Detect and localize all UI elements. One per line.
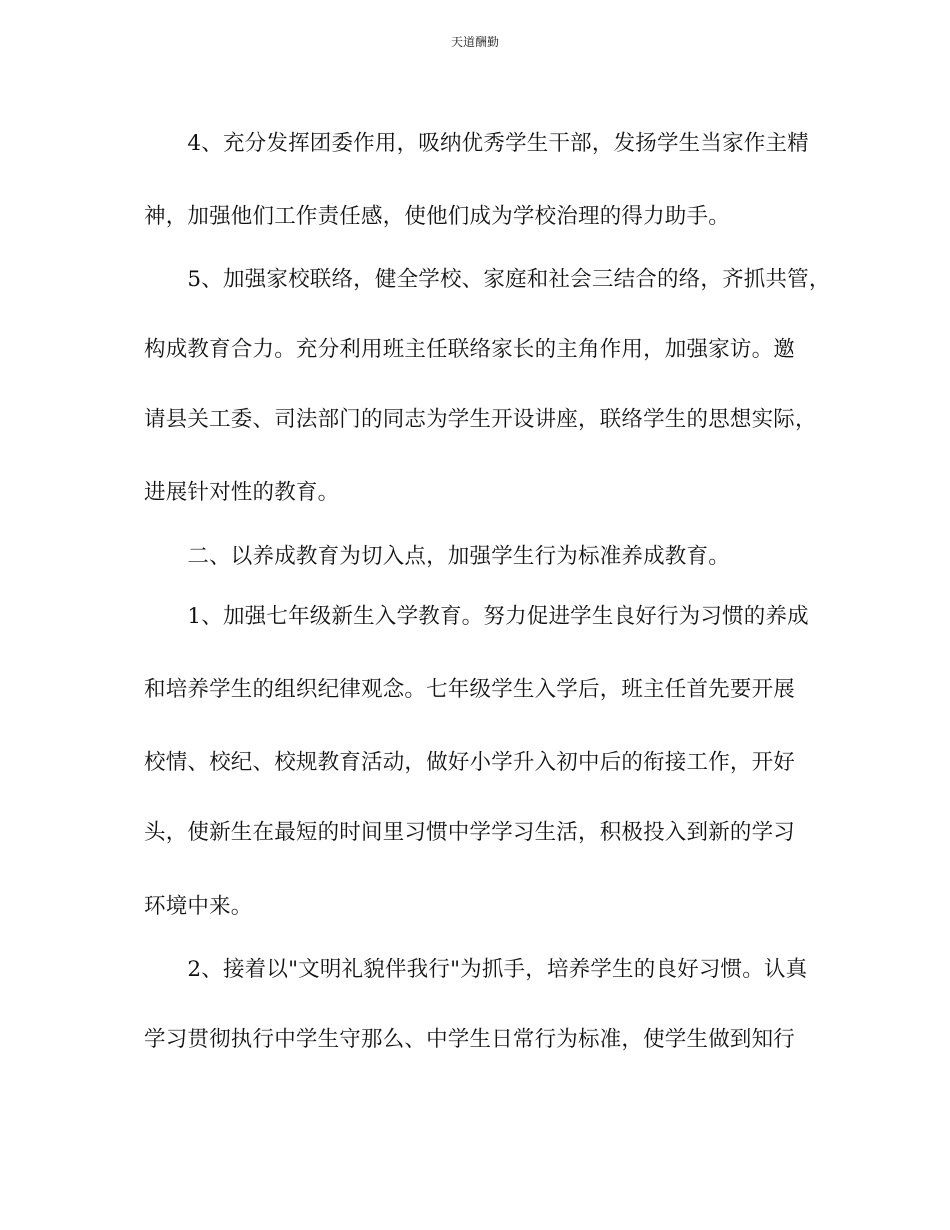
text-line: 学习贯彻执行中学生守那么、中学生日常行为标准，使学生做到知行 xyxy=(144,1027,796,1052)
text-line: 环境中来。 xyxy=(144,894,253,919)
text-line: 进展针对性的教育。 xyxy=(144,480,340,505)
text-line: 4、充分发挥团委作用，吸纳优秀学生干部，发扬学生当家作主精 xyxy=(144,131,809,156)
text-line: 和培养学生的组织纪律观念。七年级学生入学后，班主任首先要开展 xyxy=(144,677,796,702)
text-line: 神，加强他们工作责任感，使他们成为学校治理的得力助手。 xyxy=(144,204,730,229)
page-header: 天道酬勤 xyxy=(450,35,499,49)
text-line: 二、以养成教育为切入点，加强学生行为标准养成教育。 xyxy=(144,544,730,569)
text-line: 请县关工委、司法部门的同志为学生开设讲座，联络学生的思想实际， xyxy=(144,407,817,432)
text-line: 1、加强七年级新生入学教育。努力促进学生良好行为习惯的养成 xyxy=(144,604,809,629)
text-line: 构成教育合力。充分利用班主任联络家长的主角作用，加强家访。邀 xyxy=(144,337,796,362)
text-line: 5、加强家校联络，健全学校、家庭和社会三结合的络，齐抓共管， xyxy=(144,267,831,292)
text-line: 校情、校纪、校规教育活动，做好小学升入初中后的衔接工作，开好 xyxy=(144,750,796,775)
text-line: 2、接着以"文明礼貌伴我行"为抓手，培养学生的良好习惯。认真 xyxy=(144,957,808,982)
text-line: 头，使新生在最短的时间里习惯中学学习生活，积极投入到新的学习 xyxy=(144,820,796,845)
